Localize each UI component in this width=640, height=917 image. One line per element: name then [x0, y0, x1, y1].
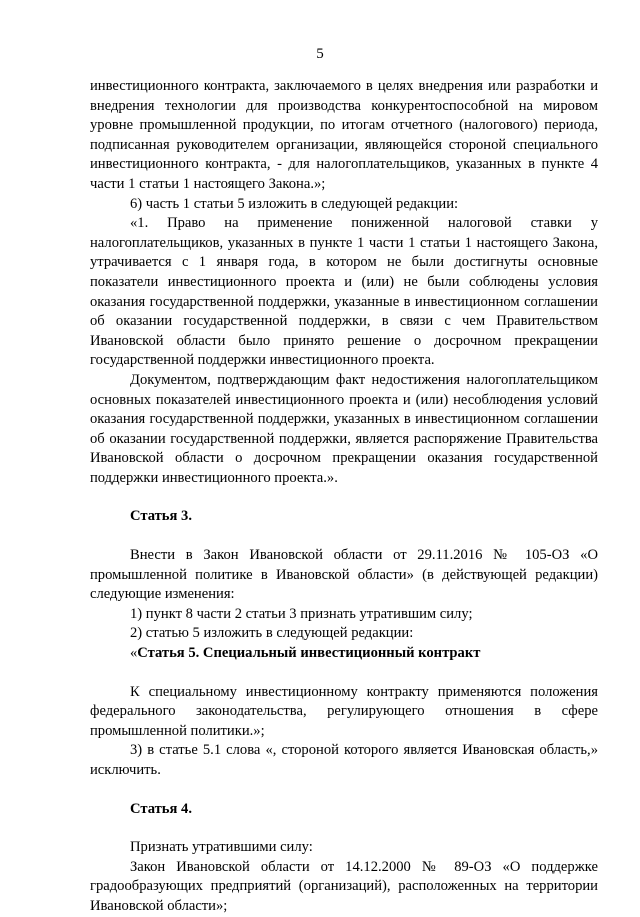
- paragraph-item-3: 3) в статье 5.1 слова «, стороной которого является Ивановская область,» исключить.: [90, 742, 598, 778]
- paragraph-quoted-part-1: «1. Право на применение пониженной налоговой ставки у налогоплательщиков, указанных в пункте 1 части 1 статьи 1 настоящего Закона, утрачивается с 1 января года, в котором не были достигнуты основные показатели инвестиционного проекта и (или) не были соблюдены условия оказания государственной поддержки, указанные в инвестиционном соглашении об оказании государственной поддержки, в связи с чем Правительством Ивановской области было принято решение о досрочном прекращении государственной поддержки инвестиционного проекта.: [90, 215, 598, 369]
- paragraph-repeal: Признать утратившими силу:: [130, 839, 313, 856]
- article-5-title-bold: Статья 5. Специальный инвестиционный контракт: [137, 645, 481, 662]
- article-4-heading: Статья 4.: [130, 800, 192, 817]
- paragraph-repealed-law: Закон Ивановской области от 14.12.2000 № 89-ОЗ «О поддержке градообразующих предприятий (организаций), расположенных на территории Ивановской области»;: [90, 858, 598, 914]
- opening-quote: «: [130, 645, 138, 662]
- paragraph-item-6: 6) часть 1 статьи 5 изложить в следующей редакции:: [130, 195, 459, 212]
- document-body: [90, 77, 598, 917]
- paragraph-document-confirming: Документом, подтверждающим факт недостижения налогоплательщиком основных показателей инвестиционного проекта и (или) несоблюдения условий оказания государственной поддержки, указанных в инвестиционном соглашении об оказании государственной поддержки, является распоряжение Правительства Ивановской области о досрочном прекращении оказания государственной поддержки инвестиционного проекта.».: [90, 371, 598, 486]
- paragraph-special-contract: К специальному инвестиционному контракту применяются положения федерального законодательства, регулирующего отношения в сфере промышленной политики.»;: [90, 683, 598, 739]
- paragraph-article-5-title: [90, 644, 598, 664]
- page-number: 5: [316, 46, 324, 62]
- article-3-heading: Статья 3.: [130, 508, 192, 525]
- paragraph-item-2: 2) статью 5 изложить в следующей редакции:: [130, 625, 414, 642]
- paragraph-item-1: 1) пункт 8 части 2 статьи 3 признать утратившим силу;: [130, 605, 473, 622]
- paragraph-amend-law: Внести в Закон Ивановской области от 29.11.2016 № 105-ОЗ «О промышленной политике в Ивановской области» (в действующей редакции) следующие изменения:: [90, 547, 598, 603]
- paragraph-continuation: инвестиционного контракта, заключаемого в целях внедрения или разработки и внедрения технологии для производства конкурентоспособной на мировом уровне промышленной продукции, по итогам отчетного (налогового) периода, подписанная руководителем организации, являющейся стороной специального инвестиционного контракта, - для налогоплательщиков, указанных в пункте 4 части 1 статьи 1 настоящего Закона.»;: [90, 78, 598, 192]
